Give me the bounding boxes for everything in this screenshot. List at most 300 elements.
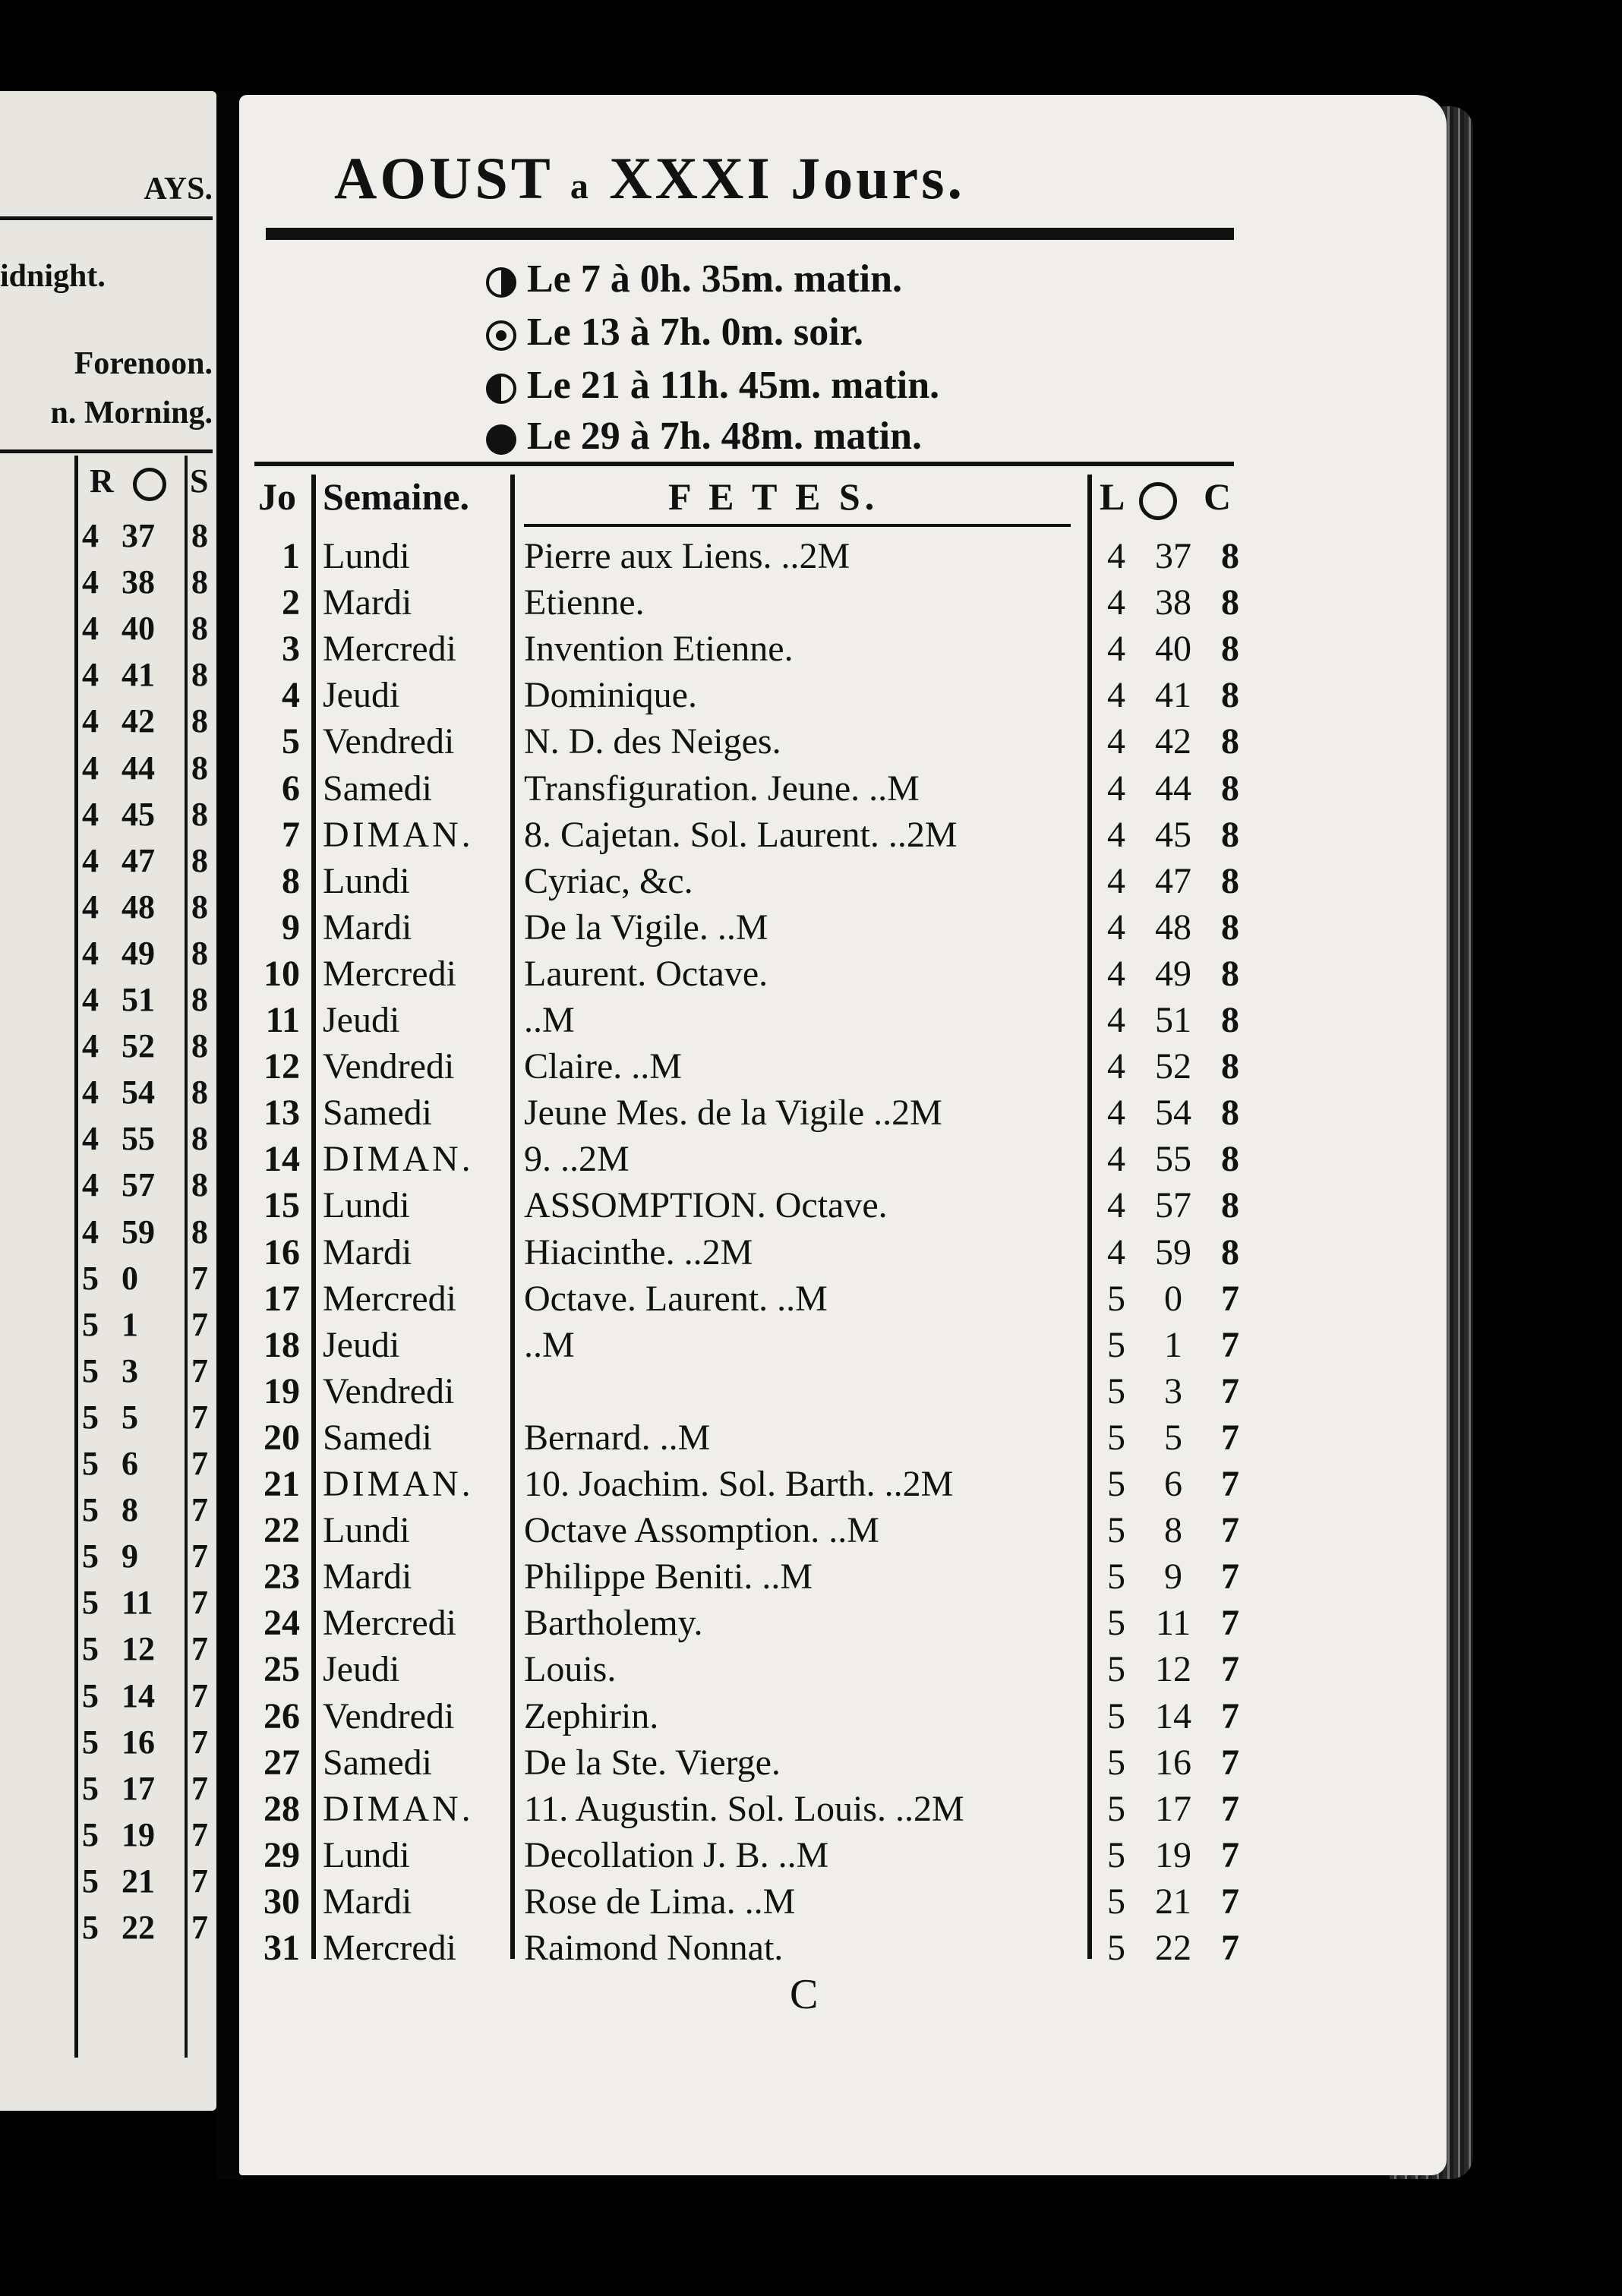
left-cell-s: 7 [191,1445,208,1482]
table-row [0,1788,1622,1834]
cell-jo: 21 [263,1464,300,1504]
cell-m: 41 [1155,675,1191,716]
cell-fete: Rose de Lima. ..M [524,1881,796,1922]
left-cell-h: 4 [82,1120,99,1158]
left-cell-s: 7 [191,1584,208,1622]
left-cell-m: 37 [121,517,155,554]
cell-sem: Jeudi [323,1000,400,1040]
cell-c: 8 [1221,1093,1239,1134]
cell-h: 5 [1107,1881,1125,1922]
cell-c: 7 [1221,1417,1239,1458]
table-row [0,1881,1622,1927]
left-cell-s: 8 [191,1166,208,1204]
left-cell-h: 5 [82,1630,99,1668]
cell-m: 21 [1155,1881,1191,1922]
cell-jo: 14 [263,1139,300,1180]
cell-c: 8 [1221,629,1239,670]
cell-c: 7 [1221,1695,1239,1736]
cell-sem: DIMAN. [323,1788,474,1829]
cell-c: 8 [1221,582,1239,623]
cell-c: 7 [1221,1510,1239,1551]
left-cell-s: 8 [191,656,208,694]
cell-h: 5 [1107,1324,1125,1365]
cell-h: 4 [1107,814,1125,855]
cell-sem: Mercredi [323,1278,456,1319]
cell-h: 4 [1107,1185,1125,1226]
left-cell-m: 59 [121,1213,155,1250]
title-jours: Jours. [790,145,966,211]
cell-fete: Laurent. Octave. [524,953,768,994]
table-row [0,1695,1622,1742]
cell-c: 8 [1221,1000,1239,1040]
left-col-s-header: S [190,462,209,500]
table-row [0,1834,1622,1881]
left-cell-s: 8 [191,1027,208,1065]
left-cell-m: 8 [121,1491,138,1529]
cell-c: 8 [1221,860,1239,901]
left-cell-h: 4 [82,888,99,926]
cell-c: 8 [1221,1185,1239,1226]
cell-fete: Octave Assomption. ..M [524,1510,879,1551]
left-cell-s: 7 [191,1305,208,1343]
left-cell-h: 4 [82,749,99,787]
cell-c: 8 [1221,1232,1239,1273]
left-cell-m: 52 [121,1027,155,1065]
table-row [0,535,1622,582]
cell-h: 4 [1107,1232,1125,1273]
cell-h: 4 [1107,860,1125,901]
cell-jo: 25 [263,1649,300,1690]
cell-fete: De la Ste. Vierge. [524,1742,781,1783]
table-row [0,1602,1622,1648]
left-cell-h: 4 [82,1027,99,1065]
cell-h: 4 [1107,675,1125,716]
cell-fete: Octave. Laurent. ..M [524,1278,828,1319]
cell-m: 42 [1155,721,1191,762]
cell-fete: Jeune Mes. de la Vigile ..2M [524,1093,942,1134]
left-cell-h: 5 [82,1351,99,1389]
left-forenoon-label: Forenoon. [74,346,213,381]
table-row [0,999,1622,1046]
table-row [0,768,1622,814]
left-cell-m: 44 [121,749,155,787]
table-row [0,674,1622,721]
cell-h: 5 [1107,1278,1125,1319]
cell-c: 8 [1221,768,1239,809]
left-cell-h: 5 [82,1398,99,1436]
cell-jo: 16 [263,1232,300,1273]
left-cell-s: 8 [191,749,208,787]
left-cell-s: 7 [191,1862,208,1900]
moon-phase-last [486,363,939,405]
left-cell-h: 5 [82,1815,99,1853]
table-row [0,953,1622,999]
table-row [0,1324,1622,1370]
cell-h: 5 [1107,1649,1125,1690]
cell-jo: 28 [263,1788,300,1829]
table-row [0,1648,1622,1695]
cell-h: 4 [1107,629,1125,670]
left-cell-m: 12 [121,1630,155,1668]
first-quarter-moon-icon [486,267,516,298]
cell-m: 44 [1155,768,1191,809]
cell-m: 16 [1155,1742,1191,1783]
cell-c: 8 [1221,1046,1239,1087]
left-cell-m: 51 [121,981,155,1018]
cell-sem: Lundi [323,1510,410,1551]
cell-fete: Louis. [524,1649,617,1690]
left-cell-m: 38 [121,563,155,601]
table-row [0,1370,1622,1417]
cell-m: 22 [1155,1928,1191,1968]
cell-m: 3 [1164,1370,1182,1411]
cell-sem: Samedi [323,768,432,809]
cell-fete: 11. Augustin. Sol. Louis. ..2M [524,1788,964,1829]
left-cell-s: 8 [191,702,208,740]
table-row [0,1556,1622,1602]
cell-fete: Pierre aux Liens. ..2M [524,536,850,576]
left-cell-s: 7 [191,1491,208,1529]
cell-fete: Dominique. [524,675,697,716]
cell-jo: 6 [282,768,300,809]
page-title [334,144,965,213]
moon-phase-text: Le 21 à 11h. 45m. matin. [527,364,940,407]
left-cell-h: 5 [82,1676,99,1714]
cell-fete: Invention Etienne. [524,629,794,670]
title-month: AOUST [334,145,553,211]
left-cell-s: 8 [191,517,208,554]
cell-sem: DIMAN. [323,814,474,855]
left-cell-s: 7 [191,1815,208,1853]
cell-m: 8 [1164,1510,1182,1551]
left-cell-s: 7 [191,1538,208,1575]
left-cell-m: 0 [121,1259,138,1297]
sun-icon [1139,482,1177,520]
left-cell-h: 5 [82,1909,99,1946]
left-cell-h: 5 [82,1445,99,1482]
cell-c: 8 [1221,721,1239,762]
left-cell-m: 54 [121,1074,155,1112]
table-row [0,1232,1622,1278]
cell-fete: ..M [524,1324,575,1365]
left-cell-m: 21 [121,1862,155,1900]
cell-fete: Raimond Nonnat. [524,1928,784,1968]
cell-h: 5 [1107,1788,1125,1829]
cell-h: 4 [1107,721,1125,762]
left-cell-m: 1 [121,1305,138,1343]
left-cell-s: 7 [191,1676,208,1714]
left-cell-m: 11 [121,1584,153,1622]
left-cell-h: 4 [82,563,99,601]
cell-sem: Lundi [323,860,410,901]
cell-sem: Mercredi [323,629,456,670]
table-row [0,814,1622,860]
left-header-fragment: AYS. [144,172,213,207]
cell-c: 7 [1221,1881,1239,1922]
left-cell-h: 4 [82,656,99,694]
cell-h: 4 [1107,1093,1125,1134]
cell-h: 5 [1107,1695,1125,1736]
cell-m: 51 [1155,1000,1191,1040]
table-row [0,1927,1622,1973]
cell-c: 8 [1221,1139,1239,1180]
cell-m: 54 [1155,1093,1191,1134]
moon-phase-full [486,310,863,352]
left-cell-s: 8 [191,981,208,1018]
left-cell-s: 7 [191,1259,208,1297]
left-cell-m: 47 [121,841,155,879]
left-cell-s: 7 [191,1723,208,1761]
cell-jo: 30 [263,1881,300,1922]
cell-h: 5 [1107,1464,1125,1504]
table-row [0,721,1622,767]
full-moon-icon [486,320,516,351]
cell-m: 37 [1155,536,1191,576]
left-cell-h: 4 [82,934,99,972]
header-c: C [1204,475,1232,518]
left-cell-h: 5 [82,1259,99,1297]
left-cell-s: 8 [191,888,208,926]
left-col-r-header: R [90,462,114,500]
cell-c: 7 [1221,1370,1239,1411]
left-cell-m: 49 [121,934,155,972]
cell-jo: 8 [282,860,300,901]
cell-jo: 11 [265,1000,300,1040]
cell-h: 4 [1107,582,1125,623]
cell-fete: Hiacinthe. ..2M [524,1232,753,1273]
cell-c: 8 [1221,907,1239,948]
cell-fete: Claire. ..M [524,1046,682,1087]
left-cell-m: 19 [121,1815,155,1853]
left-cell-h: 4 [82,517,99,554]
left-header-rule [0,216,213,220]
title-rule [266,228,1234,240]
cell-jo: 13 [263,1093,300,1134]
cell-h: 5 [1107,1370,1125,1411]
moon-phase-text: Le 13 à 7h. 0m. soir. [527,311,863,354]
left-cell-m: 41 [121,656,155,694]
cell-m: 9 [1164,1556,1182,1597]
header-semaine: Semaine. [323,475,470,518]
cell-jo: 12 [263,1046,300,1087]
cell-jo: 7 [282,814,300,855]
cell-jo: 9 [282,907,300,948]
cell-jo: 5 [282,721,300,762]
left-cell-h: 4 [82,841,99,879]
cell-m: 40 [1155,629,1191,670]
left-cell-h: 4 [82,795,99,833]
left-cell-h: 4 [82,981,99,1018]
cell-h: 4 [1107,953,1125,994]
left-cell-m: 57 [121,1166,155,1204]
cell-m: 14 [1155,1695,1191,1736]
cell-h: 5 [1107,1928,1125,1968]
cell-jo: 29 [263,1834,300,1875]
cell-jo: 26 [263,1695,300,1736]
cell-sem: DIMAN. [323,1139,474,1180]
cell-jo: 22 [263,1510,300,1551]
left-cell-s: 8 [191,1120,208,1158]
cell-c: 7 [1221,1742,1239,1783]
table-row [0,1278,1622,1324]
cell-fete: ASSOMPTION. Octave. [524,1185,888,1226]
cell-sem: Vendredi [323,721,455,762]
left-cell-s: 8 [191,1213,208,1250]
signature-mark: C [790,1971,819,2018]
cell-h: 4 [1107,536,1125,576]
cell-sem: Mardi [323,582,412,623]
left-cell-h: 4 [82,702,99,740]
cell-jo: 27 [263,1742,300,1783]
cell-h: 4 [1107,768,1125,809]
cell-sem: Samedi [323,1417,432,1458]
cell-c: 7 [1221,1324,1239,1365]
table-row [0,907,1622,953]
cell-fete: 10. Joachim. Sol. Barth. ..2M [524,1464,954,1504]
table-top-rule [254,462,1234,466]
cell-m: 5 [1164,1417,1182,1458]
cell-fete: Bartholemy. [524,1603,703,1644]
cell-jo: 23 [263,1556,300,1597]
cell-c: 7 [1221,1464,1239,1504]
cell-sem: Lundi [323,1834,410,1875]
cell-jo: 1 [282,536,300,576]
cell-m: 49 [1155,953,1191,994]
left-cell-s: 8 [191,1074,208,1112]
cell-m: 55 [1155,1139,1191,1180]
cell-c: 7 [1221,1556,1239,1597]
cell-h: 4 [1107,1139,1125,1180]
left-cell-m: 22 [121,1909,155,1946]
table-row [0,582,1622,628]
cell-c: 8 [1221,953,1239,994]
cell-sem: Mardi [323,1556,412,1597]
cell-fete: N. D. des Neiges. [524,721,781,762]
left-cell-h: 5 [82,1305,99,1343]
cell-c: 7 [1221,1278,1239,1319]
left-cell-m: 5 [121,1398,138,1436]
cell-sem: Samedi [323,1742,432,1783]
cell-c: 7 [1221,1788,1239,1829]
title-a: a [570,166,592,207]
cell-fete: Bernard. ..M [524,1417,711,1458]
moon-phase-text: Le 7 à 0h. 35m. matin. [527,257,902,301]
cell-m: 12 [1155,1649,1191,1690]
table-row [0,628,1622,674]
left-cell-h: 4 [82,1213,99,1250]
left-cell-m: 42 [121,702,155,740]
left-cell-s: 7 [191,1630,208,1668]
table-row [0,860,1622,907]
cell-h: 5 [1107,1510,1125,1551]
new-moon-icon [486,424,516,455]
cell-fete: Transfiguration. Jeune. ..M [524,768,920,809]
left-cell-s: 8 [191,610,208,648]
left-midnight-label: idnight. [0,259,106,294]
left-cell-m: 9 [121,1538,138,1575]
cell-jo: 17 [263,1278,300,1319]
cell-jo: 19 [263,1370,300,1411]
moon-phase-new [486,414,922,456]
cell-sem: Mardi [323,1232,412,1273]
cell-m: 38 [1155,582,1191,623]
header-l: L [1100,475,1125,518]
last-quarter-moon-icon [486,374,516,404]
cell-h: 5 [1107,1834,1125,1875]
cell-sem: Mercredi [323,1928,456,1968]
left-cell-h: 5 [82,1538,99,1575]
fetes-header-rule [524,524,1071,527]
left-cell-m: 48 [121,888,155,926]
header-sun [1139,475,1177,520]
cell-sem: Vendredi [323,1046,455,1087]
cell-c: 7 [1221,1928,1239,1968]
table-row [0,1092,1622,1138]
cell-m: 47 [1155,860,1191,901]
moon-phase-first [486,257,902,299]
cell-c: 8 [1221,675,1239,716]
left-cell-m: 3 [121,1351,138,1389]
left-cell-h: 4 [82,1166,99,1204]
cell-fete: Philippe Beniti. ..M [524,1556,813,1597]
cell-sem: Mardi [323,907,412,948]
cell-sem: Lundi [323,536,410,576]
cell-m: 48 [1155,907,1191,948]
left-cell-h: 5 [82,1723,99,1761]
cell-h: 4 [1107,1000,1125,1040]
cell-sem: Mardi [323,1881,412,1922]
cell-sem: Mercredi [323,1603,456,1644]
left-table-rule [0,449,213,453]
table-row [0,1184,1622,1231]
cell-h: 5 [1107,1742,1125,1783]
left-cell-h: 4 [82,1074,99,1112]
header-jo: Jo [258,475,296,518]
moon-phase-text: Le 29 à 7h. 48m. matin. [527,415,922,458]
left-cell-h: 5 [82,1862,99,1900]
table-row [0,1138,1622,1184]
left-cell-m: 16 [121,1723,155,1761]
cell-m: 11 [1155,1603,1191,1644]
left-morning-label: n. Morning. [50,396,213,430]
left-cell-s: 7 [191,1769,208,1807]
cell-jo: 3 [282,629,300,670]
cell-sem: Jeudi [323,1324,400,1365]
cell-c: 7 [1221,1649,1239,1690]
cell-m: 59 [1155,1232,1191,1273]
left-sun-icon [133,468,166,501]
left-cell-s: 8 [191,841,208,879]
cell-fete: 8. Cajetan. Sol. Laurent. ..2M [524,814,958,855]
cell-jo: 15 [263,1185,300,1226]
left-cell-h: 4 [82,610,99,648]
cell-m: 52 [1155,1046,1191,1087]
cell-m: 17 [1155,1788,1191,1829]
cell-jo: 31 [263,1928,300,1968]
cell-jo: 10 [263,953,300,994]
cell-m: 6 [1164,1464,1182,1504]
cell-m: 0 [1164,1278,1182,1319]
cell-h: 5 [1107,1417,1125,1458]
cell-m: 57 [1155,1185,1191,1226]
left-cell-s: 7 [191,1909,208,1946]
cell-fete: Zephirin. [524,1695,659,1736]
left-cell-h: 5 [82,1584,99,1622]
cell-sem: Jeudi [323,1649,400,1690]
left-cell-m: 17 [121,1769,155,1807]
table-row [0,1463,1622,1509]
left-cell-s: 7 [191,1351,208,1389]
